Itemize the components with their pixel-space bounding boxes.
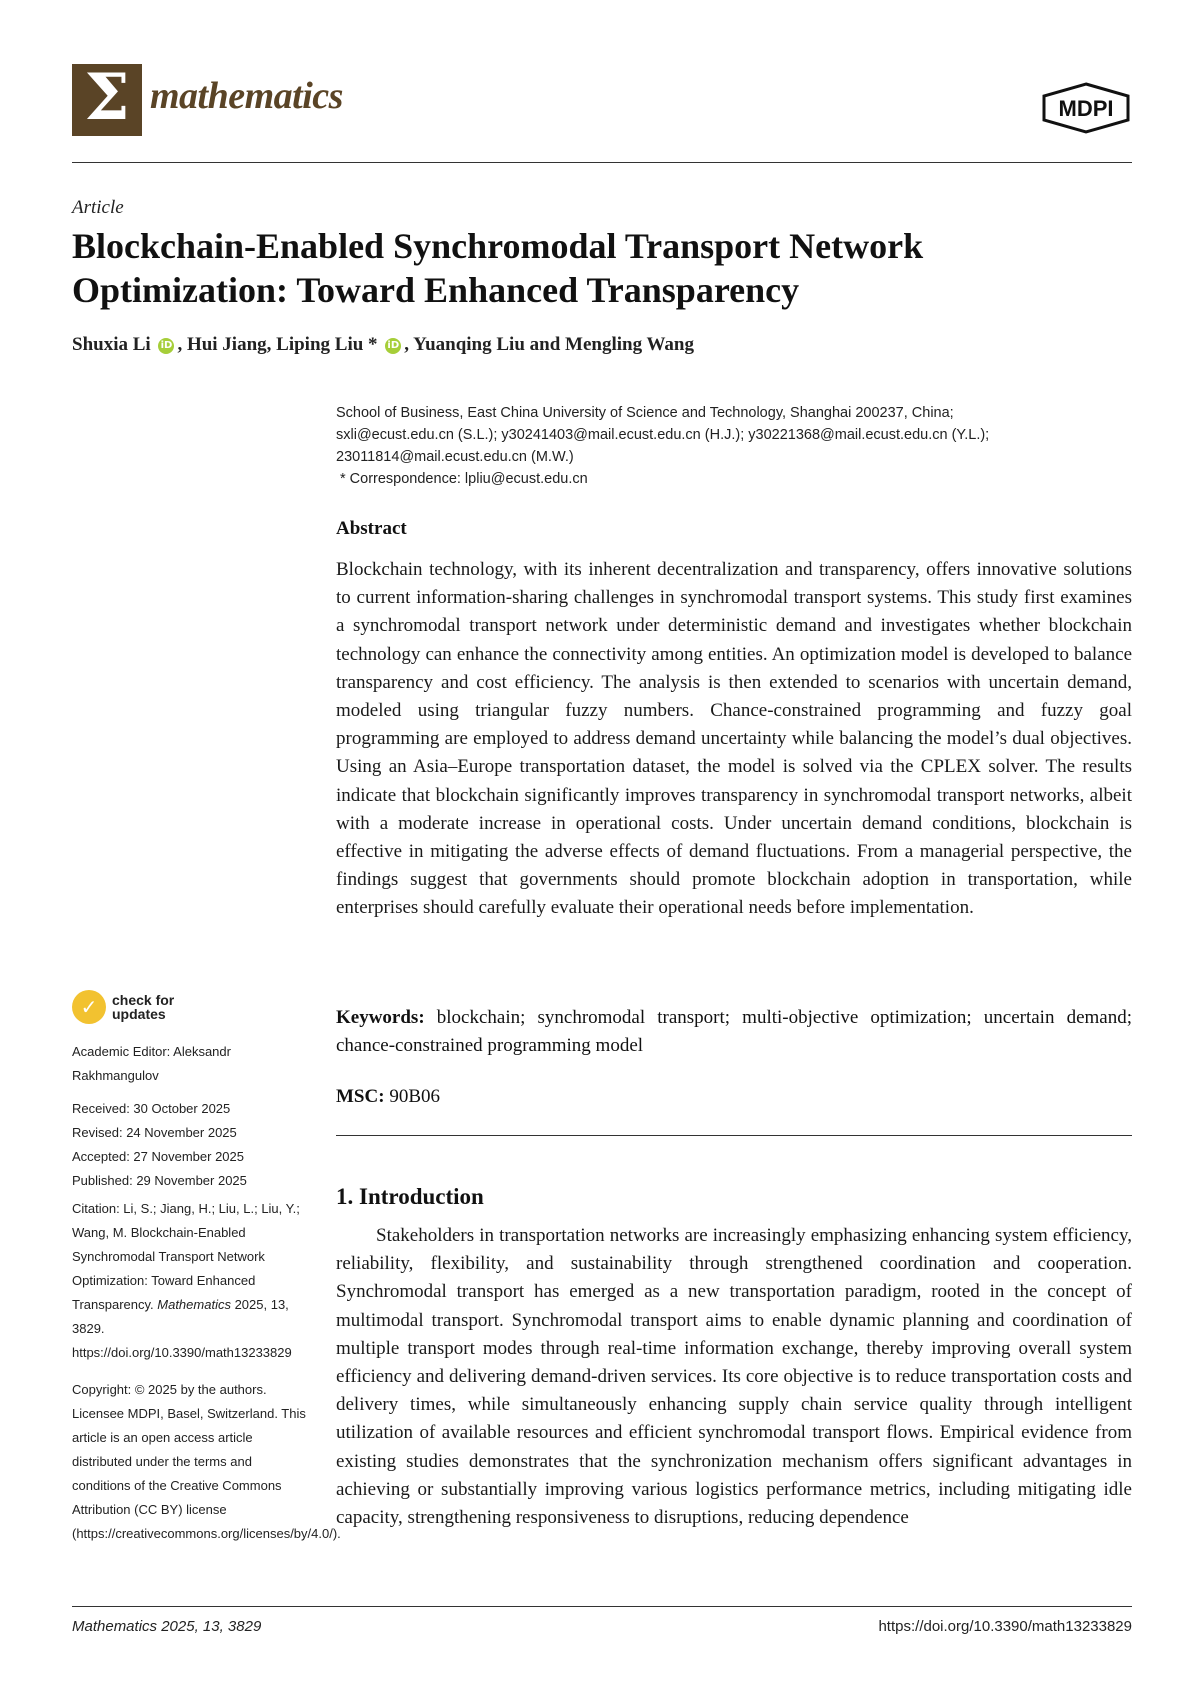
article-type: Article [72, 197, 124, 218]
dates [72, 1097, 312, 1193]
orcid-icon[interactable]: iD [158, 338, 174, 354]
footer-divider [72, 1606, 1132, 1607]
affiliation-emails[interactable]: 23011814@mail.ecust.edu.cn (M.W.) [336, 449, 574, 465]
copyright: Copyright: © 2025 by the authors. Licensee MDPI, Basel, Switzerland. This article is an open access article distributed under the terms and conditions of the Creative Commons Attribution (CC BY) license (https://creativecommons.org/licenses/by/4.0/). [72, 1382, 341, 1541]
affiliation-line: School of Business, East China University of Science and Technology, Shanghai 200237, China; [336, 405, 954, 421]
affiliation-emails[interactable]: sxli@ecust.edu.cn (S.L.); y30241403@mail.ecust.edu.cn (H.J.); y30221368@mail.ecust.edu.cn (Y.L.); [336, 427, 990, 443]
revised-date: Revised: 24 November 2025 [72, 1125, 237, 1140]
publisher-label: MDPI [1058, 96, 1114, 121]
intro-paragraph: Stakeholders in transportation networks are increasingly emphasizing enhancing system efficiency, reliability, flexibility, and sustainability through strengthened coordination and cooperation. Synchromodal transport has emerged as a new transportation paradigm, rooted in the concept of multimodal transport. Synchromodal transport aims to enable dynamic planning and coordination of multiple transport modes through real-time information exchange, thereby improving overall system efficiency and delivering demand-driven services. Its core objective is to reduce transportation costs and delivery times, while simultaneously enhancing supply chain service quality through intelligent utilization of available resources and efficient synchromodal transport flows. Empirical evidence from existing studies demonstrates that the synchronization mechanism offers significant advantages in achieving or substantially improving various logistics performance metrics, including mitigating idle capacity, strengthening responsiveness to disruptions, reducing dependence [336, 1225, 1132, 1529]
abstract-heading: Abstract [336, 518, 407, 539]
keywords-text: blockchain; synchromodal transport; multi-objective optimization; uncertain demand; chance-constrained programming model [336, 1007, 1132, 1056]
check-for-updates-badge[interactable] [72, 990, 182, 1024]
check-updates-label: check for updates [112, 992, 175, 1022]
msc-code [336, 1086, 1132, 1108]
published-date: Published: 29 November 2025 [72, 1173, 247, 1188]
author-name: Shuxia Li [72, 334, 151, 355]
citation-doi[interactable]: 2025, 13, 3829. https://doi.org/10.3390/math13233829 [72, 1297, 292, 1360]
author-list [72, 334, 694, 356]
article-title: Blockchain-Enabled Synchromodal Transport Network Optimization: Toward Enhanced Transparency [72, 226, 924, 310]
author-name: , Hui Jiang, Liping Liu * [177, 334, 378, 355]
keywords [336, 1004, 1132, 1060]
citation-journal: Mathematics [157, 1297, 231, 1312]
academic-editor: Academic Editor: Aleksandr Rakhmangulov [72, 1044, 231, 1083]
journal-name: mathematics [150, 75, 343, 117]
header-divider [72, 162, 1132, 163]
footer-journal: Mathematics 2025, 13, 3829 [72, 1618, 262, 1635]
keywords-label: Keywords: [336, 1007, 425, 1028]
check-icon: ✓ [72, 990, 106, 1024]
correspondence[interactable]: * Correspondence: lpliu@ecust.edu.cn [340, 471, 588, 487]
citation-text: Citation: Li, S.; Jiang, H.; Liu, L.; Liu, Y.; Wang, M. Blockchain-Enabled Synchromodal Transport Network Optimization: Toward Enhanced Transparency. [72, 1201, 300, 1312]
sigma-icon: Σ [84, 60, 130, 135]
msc-text: 90B06 [384, 1086, 440, 1107]
mdpi-logo [1040, 82, 1132, 134]
affiliations [336, 402, 1132, 490]
orcid-icon[interactable]: iD [385, 338, 401, 354]
accepted-date: Accepted: 27 November 2025 [72, 1149, 244, 1164]
abstract-text: Blockchain technology, with its inherent decentralization and transparency, offers innovative solutions to current information-sharing challenges in synchromodal transport systems. This study first examines a synchromodal transport network under deterministic demand and investigates whether blockchain technology can enhance the connectivity among entities. An optimization model is developed to balance transparency and cost efficiency. The analysis is then extended to scenarios with uncertain demand, modeled using triangular fuzzy numbers. Chance-constrained programming and fuzzy goal programming are employed to address demand uncertainty while balancing the model’s dual objectives. Using an Asia–Europe transportation dataset, the model is solved via the CPLEX solver. The results indicate that blockchain significantly improves transparency in synchromodal transport networks, albeit with a moderate increase in operational costs. Under uncertain demand conditions, blockchain is effective in mitigating the adverse effects of demand fluctuations. From a managerial perspective, the findings suggest that governments should promote blockchain adoption in transportation, while enterprises should carefully evaluate their operational needs before implementation. [336, 559, 1132, 919]
footer-doi[interactable]: https://doi.org/10.3390/math13233829 [878, 1618, 1132, 1635]
msc-label: MSC: [336, 1086, 385, 1107]
received-date: Received: 30 October 2025 [72, 1101, 231, 1116]
author-name: , Yuanqing Liu and Mengling Wang [404, 334, 695, 355]
journal-logo [72, 60, 142, 136]
section-divider [336, 1135, 1132, 1136]
citation [72, 1197, 312, 1365]
section-title: 1. Introduction [336, 1184, 484, 1209]
